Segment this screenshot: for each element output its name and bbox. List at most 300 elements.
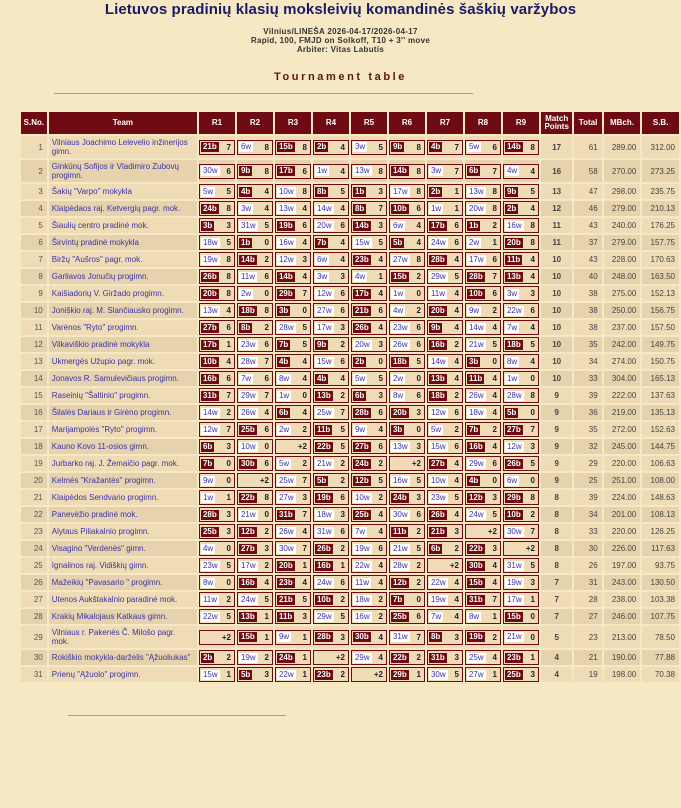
opponent-black[interactable]: 15b	[468, 577, 483, 587]
opponent-black[interactable]: 22b	[240, 492, 255, 502]
opponent-black[interactable]: 12b	[240, 526, 255, 536]
opponent-white[interactable]: 19w	[506, 577, 522, 587]
team-link[interactable]: Ignalinos raj. Vidiškių gimn.	[49, 558, 197, 573]
opponent-black[interactable]: 2b	[354, 356, 365, 366]
opponent-black[interactable]: 22b	[316, 441, 331, 451]
opponent-white[interactable]: 1w	[506, 373, 518, 383]
opponent-black[interactable]: 16b	[468, 441, 483, 451]
opponent-white[interactable]: 15w	[202, 669, 218, 679]
opponent-black[interactable]: 1b	[240, 237, 251, 247]
opponent-black[interactable]: 7b	[316, 237, 327, 247]
opponent-white[interactable]: 19w	[430, 594, 446, 604]
opponent-black[interactable]: 30b	[354, 632, 369, 641]
opponent-black[interactable]: 23b	[316, 669, 331, 679]
opponent-white[interactable]: 11w	[430, 288, 446, 298]
opponent-black[interactable]: 30b	[468, 560, 483, 570]
opponent-white[interactable]: 16w	[506, 220, 522, 230]
opponent-white[interactable]: 8w	[506, 356, 518, 366]
opponent-white[interactable]: 5w	[278, 458, 290, 468]
opponent-white[interactable]: 29w	[240, 390, 256, 400]
opponent-black[interactable]: 4b	[240, 186, 251, 196]
opponent-white[interactable]: 30w	[392, 509, 408, 519]
opponent-black[interactable]: 18b	[240, 305, 255, 315]
team-link[interactable]: Klaipėdaos raj. Ketvergių pagr. mok.	[49, 201, 197, 216]
opponent-white[interactable]: 27w	[392, 254, 408, 264]
opponent-white[interactable]: 17w	[506, 594, 522, 604]
opponent-black[interactable]: 26b	[430, 509, 445, 519]
opponent-black[interactable]: 9b	[240, 166, 251, 175]
opponent-black[interactable]: 20b	[430, 305, 445, 315]
team-link[interactable]: Mažeikių "Pavasario " progimn.	[49, 575, 197, 590]
opponent-white[interactable]: 22w	[430, 577, 446, 587]
opponent-black[interactable]: 28b	[430, 254, 445, 264]
opponent-black[interactable]: 13b	[506, 271, 521, 281]
opponent-black[interactable]: 6b	[202, 441, 213, 451]
opponent-white[interactable]: 12w	[278, 254, 294, 264]
opponent-white[interactable]: 1w	[316, 166, 328, 175]
opponent-black[interactable]: 12b	[354, 475, 369, 485]
opponent-black[interactable]: 2b	[430, 186, 441, 196]
opponent-black[interactable]: 31b	[278, 509, 293, 519]
opponent-white[interactable]: 21w	[316, 458, 332, 468]
opponent-black[interactable]: 3b	[392, 424, 403, 434]
opponent-white[interactable]: 11w	[240, 271, 256, 281]
opponent-black[interactable]: 16b	[240, 577, 255, 587]
opponent-white[interactable]: 10w	[278, 186, 294, 196]
team-link[interactable]: Klaipėdos Sendvario progimn.	[49, 490, 197, 505]
opponent-white[interactable]: 18w	[354, 594, 370, 604]
opponent-white[interactable]: 12w	[506, 441, 522, 451]
opponent-black[interactable]: 13b	[316, 390, 331, 400]
opponent-white[interactable]: 7w	[354, 526, 366, 536]
opponent-white[interactable]: 8w	[202, 577, 214, 587]
opponent-white[interactable]: 25w	[468, 652, 484, 662]
opponent-white[interactable]: 29w	[430, 271, 446, 281]
opponent-white[interactable]: 3w	[316, 271, 328, 281]
opponent-white[interactable]: 14w	[430, 356, 446, 366]
opponent-white[interactable]: 18w	[202, 237, 218, 247]
opponent-white[interactable]: 23w	[430, 492, 446, 502]
opponent-white[interactable]: 3w	[354, 142, 366, 151]
opponent-black[interactable]: 30b	[240, 458, 255, 468]
opponent-white[interactable]: 13w	[202, 305, 218, 315]
team-link[interactable]: Garliavos Jonučių progimn.	[49, 269, 197, 284]
opponent-black[interactable]: 6b	[354, 390, 365, 400]
opponent-black[interactable]: 20b	[392, 407, 407, 417]
team-link[interactable]: Vilkaviškio pradinė mokykla	[49, 337, 197, 352]
opponent-black[interactable]: 9b	[392, 142, 403, 151]
opponent-white[interactable]: 25w	[316, 407, 332, 417]
opponent-black[interactable]: 6b	[430, 543, 441, 553]
opponent-black[interactable]: 16b	[430, 339, 445, 349]
opponent-white[interactable]: 17w	[316, 322, 332, 332]
opponent-black[interactable]: 14b	[354, 220, 369, 230]
opponent-white[interactable]: 21w	[240, 509, 256, 519]
opponent-black[interactable]: 17b	[354, 288, 369, 298]
team-link[interactable]: Jonavos R. Samulevičiaus progimn.	[49, 371, 197, 386]
opponent-black[interactable]: 25b	[354, 509, 369, 519]
opponent-black[interactable]: 31b	[468, 594, 483, 604]
opponent-black[interactable]: 21b	[354, 305, 369, 315]
opponent-white[interactable]: 11w	[202, 594, 218, 604]
opponent-black[interactable]: 15b	[506, 611, 521, 621]
opponent-white[interactable]: 2w	[240, 288, 252, 298]
opponent-white[interactable]: 23w	[392, 322, 408, 332]
opponent-white[interactable]: 29w	[316, 611, 332, 621]
opponent-white[interactable]: 8w	[468, 611, 480, 621]
opponent-black[interactable]: 20b	[278, 560, 293, 570]
opponent-white[interactable]: 18w	[316, 509, 332, 519]
opponent-white[interactable]: 31w	[316, 526, 332, 536]
opponent-white[interactable]: 17w	[392, 186, 408, 196]
opponent-black[interactable]: 8b	[316, 186, 327, 196]
team-link[interactable]: Biržų "Aušros" pagr. mok.	[49, 252, 197, 267]
opponent-white[interactable]: 29w	[354, 652, 370, 662]
opponent-white[interactable]: 23w	[202, 560, 218, 570]
opponent-white[interactable]: 10w	[430, 475, 446, 485]
opponent-black[interactable]: 7b	[202, 458, 213, 468]
team-link[interactable]: Vilniaus Joachimo Lelevelio inžinerijos gimn.	[49, 136, 197, 158]
opponent-white[interactable]: 28w	[392, 560, 408, 570]
opponent-black[interactable]: 23b	[354, 254, 369, 264]
opponent-black[interactable]: 29b	[392, 669, 407, 679]
opponent-black[interactable]: 22b	[392, 652, 407, 662]
opponent-white[interactable]: 20w	[354, 339, 370, 349]
opponent-black[interactable]: 11b	[316, 424, 331, 434]
opponent-white[interactable]: 10w	[354, 492, 370, 502]
opponent-black[interactable]: 14b	[278, 271, 293, 281]
opponent-white[interactable]: 9w	[202, 475, 214, 485]
opponent-black[interactable]: 28b	[202, 509, 217, 519]
opponent-white[interactable]: 20w	[468, 203, 484, 213]
opponent-white[interactable]: 21w	[506, 632, 522, 641]
opponent-black[interactable]: 23b	[278, 577, 293, 587]
opponent-black[interactable]: 12b	[392, 577, 407, 587]
opponent-black[interactable]: 4b	[468, 475, 479, 485]
opponent-white[interactable]: 28w	[506, 390, 522, 400]
opponent-white[interactable]: 22w	[354, 560, 370, 570]
opponent-black[interactable]: 17b	[278, 166, 293, 175]
opponent-black[interactable]: 26b	[506, 458, 521, 468]
opponent-black[interactable]: 1b	[468, 220, 479, 230]
opponent-black[interactable]: 27b	[506, 424, 521, 434]
opponent-white[interactable]: 31w	[240, 220, 256, 230]
opponent-black[interactable]: 1b	[354, 186, 365, 196]
opponent-black[interactable]: 15b	[278, 142, 293, 151]
team-link[interactable]: Panevėžio pradinė mok.	[49, 507, 197, 522]
opponent-white[interactable]: 5w	[202, 186, 214, 196]
team-link[interactable]: Šiaulių centro pradinė mok.	[49, 218, 197, 233]
opponent-black[interactable]: 9b	[316, 339, 327, 349]
opponent-black[interactable]: 10b	[202, 356, 217, 366]
opponent-black[interactable]: 11b	[278, 611, 293, 621]
opponent-black[interactable]: 19b	[468, 632, 483, 641]
opponent-white[interactable]: 19w	[240, 652, 256, 662]
opponent-white[interactable]: 21w	[392, 543, 408, 553]
opponent-black[interactable]: 26b	[316, 543, 331, 553]
opponent-black[interactable]: 17b	[202, 339, 217, 349]
opponent-white[interactable]: 13w	[354, 166, 370, 175]
opponent-black[interactable]: 4b	[278, 356, 289, 366]
team-link[interactable]: Širvintų pradinė mokykla	[49, 235, 197, 250]
opponent-white[interactable]: 28w	[240, 356, 256, 366]
opponent-black[interactable]: 15b	[392, 271, 407, 281]
opponent-black[interactable]: 18b	[430, 390, 445, 400]
opponent-black[interactable]: 23b	[506, 652, 521, 662]
opponent-white[interactable]: 27w	[278, 492, 294, 502]
opponent-white[interactable]: 6w	[316, 254, 328, 264]
opponent-black[interactable]: 11b	[468, 373, 483, 383]
opponent-white[interactable]: 13w	[392, 441, 408, 451]
opponent-black[interactable]: 27b	[240, 543, 255, 553]
opponent-black[interactable]: 28b	[316, 632, 331, 641]
opponent-white[interactable]: 12w	[202, 424, 218, 434]
team-link[interactable]: Vilniaus r. Pakenės Č. Milošo pagr. mok.	[49, 626, 197, 648]
opponent-white[interactable]: 2w	[278, 424, 290, 434]
opponent-black[interactable]: 27b	[202, 322, 217, 332]
opponent-white[interactable]: 14w	[202, 407, 218, 417]
opponent-white[interactable]: 18w	[468, 407, 484, 417]
opponent-black[interactable]: 21b	[202, 142, 217, 151]
team-link[interactable]: Varėnos "Ryto" progimn.	[49, 320, 197, 335]
opponent-white[interactable]: 24w	[430, 237, 446, 247]
opponent-white[interactable]: 7w	[240, 373, 252, 383]
team-link[interactable]: Krakių Mikalojaus Katkaus gimn.	[49, 609, 197, 624]
opponent-black[interactable]: 24b	[354, 458, 369, 468]
team-link[interactable]: Kaišiadorių V. Giržado progimn.	[49, 286, 197, 301]
opponent-white[interactable]: 12w	[316, 288, 332, 298]
opponent-white[interactable]: 10w	[240, 441, 256, 451]
opponent-black[interactable]: 13b	[430, 373, 445, 383]
opponent-white[interactable]: 4w	[202, 543, 214, 553]
opponent-black[interactable]: 8b	[430, 632, 441, 641]
opponent-white[interactable]: 31w	[506, 560, 522, 570]
opponent-black[interactable]: 4b	[316, 373, 327, 383]
opponent-white[interactable]: 30w	[278, 543, 294, 553]
team-link[interactable]: Raseinių "Šaltinio" progimn.	[49, 388, 197, 403]
opponent-white[interactable]: 11w	[354, 577, 370, 587]
opponent-black[interactable]: 29b	[278, 288, 293, 298]
opponent-black[interactable]: 5b	[316, 475, 327, 485]
opponent-black[interactable]: 6b	[278, 407, 289, 417]
team-link[interactable]: Šilalės Dariaus ir Girėno progimn.	[49, 405, 197, 420]
opponent-white[interactable]: 8w	[392, 390, 404, 400]
opponent-black[interactable]: 16b	[202, 373, 217, 383]
opponent-black[interactable]: 11b	[506, 254, 521, 264]
opponent-black[interactable]: 27b	[430, 458, 445, 468]
opponent-white[interactable]: 26w	[468, 390, 484, 400]
team-link[interactable]: Jurbarko raj. J. Žemaičio pagr. mok.	[49, 456, 197, 471]
opponent-black[interactable]: 21b	[278, 594, 293, 604]
opponent-black[interactable]: 26b	[202, 271, 217, 281]
team-link[interactable]: Šakių "Varpo" mokykla	[49, 184, 197, 199]
opponent-black[interactable]: 14b	[392, 166, 407, 175]
opponent-white[interactable]: 6w	[506, 475, 518, 485]
opponent-white[interactable]: 21w	[468, 339, 484, 349]
opponent-white[interactable]: 27w	[316, 305, 332, 315]
opponent-black[interactable]: 28b	[468, 271, 483, 281]
opponent-white[interactable]: 30w	[430, 669, 446, 679]
opponent-black[interactable]: 25b	[392, 611, 407, 621]
opponent-white[interactable]: 30w	[202, 166, 218, 175]
opponent-black[interactable]: 20b	[506, 237, 521, 247]
opponent-white[interactable]: 22w	[278, 669, 294, 679]
opponent-white[interactable]: 31w	[392, 632, 408, 641]
opponent-white[interactable]: 1w	[392, 288, 404, 298]
opponent-black[interactable]: 3b	[202, 220, 213, 230]
opponent-black[interactable]: 24b	[278, 652, 293, 662]
opponent-black[interactable]: 7b	[278, 339, 289, 349]
opponent-white[interactable]: 24w	[468, 509, 484, 519]
opponent-white[interactable]: 16w	[278, 237, 294, 247]
opponent-white[interactable]: 6w	[240, 142, 252, 151]
opponent-black[interactable]: 19b	[278, 220, 293, 230]
opponent-black[interactable]: 31b	[430, 652, 445, 662]
opponent-white[interactable]: 12w	[430, 407, 446, 417]
opponent-white[interactable]: 5w	[430, 424, 442, 434]
opponent-white[interactable]: 4w	[354, 271, 366, 281]
opponent-white[interactable]: 29w	[468, 458, 484, 468]
opponent-black[interactable]: 5b	[240, 669, 251, 679]
opponent-white[interactable]: 1w	[202, 492, 214, 502]
opponent-black[interactable]: 3b	[468, 356, 479, 366]
opponent-black[interactable]: 2b	[202, 652, 213, 662]
team-link[interactable]: Prienų "Ąžuolo" progimn.	[49, 667, 197, 682]
opponent-white[interactable]: 24w	[240, 594, 256, 604]
opponent-white[interactable]: 9w	[278, 632, 290, 641]
opponent-black[interactable]: 5b	[392, 237, 403, 247]
opponent-black[interactable]: 18b	[392, 356, 407, 366]
opponent-white[interactable]: 15w	[354, 237, 370, 247]
opponent-black[interactable]: 10b	[468, 288, 483, 298]
opponent-white[interactable]: 14w	[468, 322, 484, 332]
opponent-white[interactable]: 16w	[354, 611, 370, 621]
opponent-white[interactable]: 6w	[392, 220, 404, 230]
team-link[interactable]: Alytaus Piliakalnio progimn.	[49, 524, 197, 539]
opponent-black[interactable]: 20b	[202, 288, 217, 298]
opponent-white[interactable]: 19w	[354, 543, 370, 553]
opponent-black[interactable]: 14b	[506, 142, 521, 151]
opponent-black[interactable]: 16b	[316, 560, 331, 570]
opponent-white[interactable]: 24w	[316, 577, 332, 587]
opponent-black[interactable]: 28b	[354, 407, 369, 417]
opponent-white[interactable]: 7w	[430, 611, 442, 621]
opponent-white[interactable]: 4w	[392, 305, 404, 315]
opponent-white[interactable]: 2w	[392, 373, 404, 383]
opponent-white[interactable]: 19w	[202, 254, 218, 264]
opponent-black[interactable]: 10b	[506, 509, 521, 519]
opponent-black[interactable]: 14b	[240, 254, 255, 264]
opponent-white[interactable]: 22w	[202, 611, 218, 621]
opponent-black[interactable]: 10b	[392, 203, 407, 213]
opponent-black[interactable]: 11b	[392, 526, 407, 536]
opponent-black[interactable]: 24b	[392, 492, 407, 502]
opponent-black[interactable]: 7b	[392, 594, 403, 604]
opponent-black[interactable]: 25b	[202, 526, 217, 536]
opponent-white[interactable]: 17w	[240, 560, 256, 570]
opponent-white[interactable]: 26w	[278, 526, 294, 536]
opponent-black[interactable]: 27b	[354, 441, 369, 451]
opponent-white[interactable]: 5w	[354, 373, 366, 383]
opponent-white[interactable]: 15w	[316, 356, 332, 366]
opponent-white[interactable]: 14w	[316, 203, 332, 213]
team-link[interactable]: Kauno Kovo 11-osios gimn.	[49, 439, 197, 454]
opponent-white[interactable]: 25w	[278, 475, 294, 485]
team-link[interactable]: Kelmės "Kražantės" progimn.	[49, 473, 197, 488]
opponent-white[interactable]: 13w	[468, 186, 484, 196]
opponent-white[interactable]: 15w	[430, 441, 446, 451]
opponent-white[interactable]: 23w	[240, 339, 256, 349]
team-link[interactable]: Ukmergės Užupio pagr. mok.	[49, 354, 197, 369]
opponent-white[interactable]: 16w	[392, 475, 408, 485]
team-link[interactable]: Visagino "Verdenės" gimn.	[49, 541, 197, 556]
opponent-black[interactable]: 22b	[468, 543, 483, 553]
opponent-white[interactable]: 20w	[316, 220, 332, 230]
opponent-black[interactable]: 6b	[468, 166, 479, 175]
opponent-white[interactable]: 17w	[468, 254, 484, 264]
opponent-black[interactable]: 4b	[430, 142, 441, 151]
opponent-black[interactable]: 25b	[240, 424, 255, 434]
team-link[interactable]: Rokiškio mokykla-darželis "Ąžuoliukas"	[49, 650, 197, 665]
opponent-black[interactable]: 3b	[278, 305, 289, 315]
opponent-black[interactable]: 17b	[430, 220, 445, 230]
opponent-black[interactable]: 26b	[354, 322, 369, 332]
team-link[interactable]: Ginkūnų Sofijos ir Vladimiro Zubovų progimn.	[49, 160, 197, 182]
opponent-black[interactable]: 9b	[430, 322, 441, 332]
opponent-black[interactable]: 31b	[202, 390, 217, 400]
opponent-white[interactable]: 1w	[278, 390, 290, 400]
opponent-black[interactable]: 13b	[240, 611, 255, 621]
opponent-white[interactable]: 26w	[392, 339, 408, 349]
opponent-black[interactable]: 21b	[430, 526, 445, 536]
team-link[interactable]: Joniškio raj. M. Slančiausko progimn.	[49, 303, 197, 318]
opponent-black[interactable]: 9b	[506, 186, 517, 196]
opponent-white[interactable]: 26w	[240, 407, 256, 417]
opponent-white[interactable]: 3w	[506, 288, 518, 298]
opponent-white[interactable]: 2w	[468, 237, 480, 247]
opponent-black[interactable]: 15b	[240, 632, 255, 641]
opponent-black[interactable]: 18b	[506, 339, 521, 349]
opponent-white[interactable]: 13w	[278, 203, 294, 213]
opponent-black[interactable]: 12b	[468, 492, 483, 502]
opponent-white[interactable]: 9w	[468, 305, 480, 315]
team-link[interactable]: Utenos Aukštakalnio paradinė mok.	[49, 592, 197, 607]
opponent-black[interactable]: 2b	[506, 203, 517, 213]
opponent-white[interactable]: 8w	[278, 373, 290, 383]
opponent-white[interactable]: 5w	[468, 142, 480, 151]
opponent-black[interactable]: 19b	[316, 492, 331, 502]
opponent-black[interactable]: 24b	[202, 203, 217, 213]
team-link[interactable]: Marijampolės "Ryto" progimn.	[49, 422, 197, 437]
opponent-black[interactable]: 10b	[316, 594, 331, 604]
opponent-black[interactable]: 2b	[316, 142, 327, 151]
opponent-black[interactable]: 5b	[506, 407, 517, 417]
opponent-black[interactable]: 29b	[506, 492, 521, 502]
opponent-white[interactable]: 4w	[506, 166, 518, 175]
opponent-white[interactable]: 30w	[506, 526, 522, 536]
opponent-black[interactable]: 8b	[240, 322, 251, 332]
opponent-white[interactable]: 3w	[430, 166, 442, 175]
opponent-white[interactable]: 22w	[506, 305, 522, 315]
opponent-white[interactable]: 27w	[468, 669, 484, 679]
opponent-white[interactable]: 9w	[354, 424, 366, 434]
opponent-white[interactable]: 7w	[506, 322, 518, 332]
opponent-white[interactable]: 28w	[278, 322, 294, 332]
opponent-black[interactable]: 7b	[468, 424, 479, 434]
opponent-black[interactable]: 25b	[506, 669, 521, 679]
opponent-white[interactable]: 3w	[240, 203, 252, 213]
opponent-black[interactable]: 8b	[354, 203, 365, 213]
